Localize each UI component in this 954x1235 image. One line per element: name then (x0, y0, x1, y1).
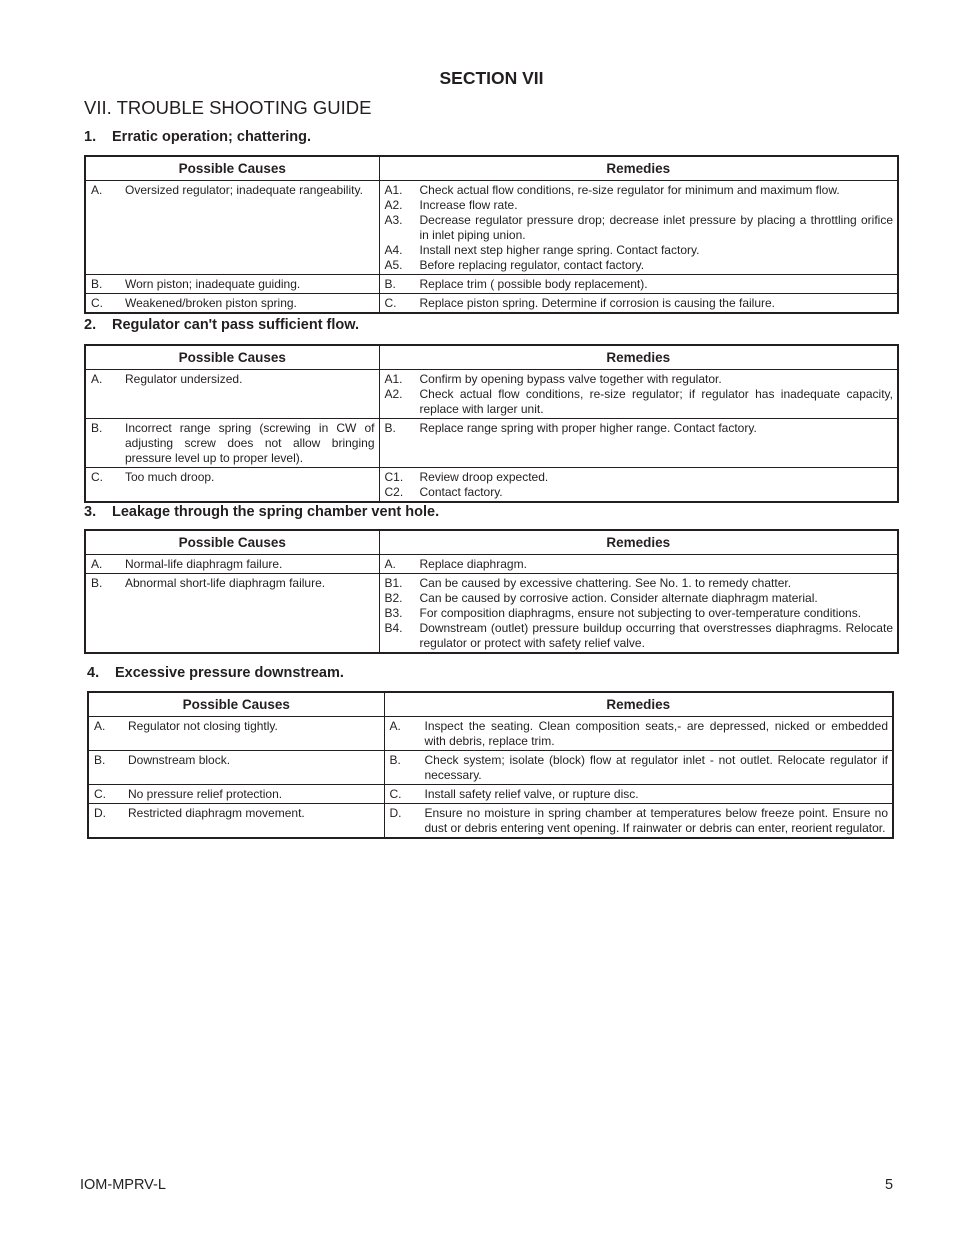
item-label: C. (94, 787, 106, 801)
remedies-header: Remedies (384, 692, 893, 717)
trouble-table (84, 155, 899, 314)
item-label: C. (91, 470, 103, 484)
list-item (385, 557, 894, 572)
item-text: Oversized regulator; inadequate rangeability. (125, 183, 363, 197)
item-text: Install safety relief valve, or rupture disc. (424, 787, 639, 801)
remedy-cell (379, 370, 898, 419)
item-text: For composition diaphragms, ensure not subjecting to over-temperature conditions. (419, 606, 862, 620)
table-row (88, 804, 893, 839)
item-text: Regulator undersized. (125, 372, 243, 386)
table-row (85, 555, 898, 574)
cause-cell (85, 370, 379, 419)
list-item (385, 485, 894, 500)
problem-number: 3. (84, 504, 97, 520)
list-item (91, 470, 375, 485)
list-item (390, 753, 889, 783)
list-item (385, 277, 894, 292)
item-label: D. (389, 806, 402, 820)
item-label: B. (91, 277, 103, 291)
item-label: B2. (384, 591, 403, 605)
item-label: B. (91, 576, 103, 590)
remedy-cell (379, 574, 898, 654)
item-label: A. (91, 557, 103, 571)
problem-number: 4. (87, 665, 100, 681)
item-label: B3. (384, 606, 403, 620)
item-label: C1. (384, 470, 404, 484)
problem-number: 1. (84, 129, 97, 145)
remedy-cell (379, 275, 898, 294)
item-label: B. (389, 753, 401, 767)
remedies-header: Remedies (379, 530, 898, 555)
item-label: A4. (384, 243, 403, 257)
item-label: C. (384, 296, 397, 310)
cause-cell (85, 574, 379, 654)
item-text: Before replacing regulator, contact factory. (419, 258, 645, 272)
item-label: B. (94, 753, 106, 767)
table-row (85, 294, 898, 314)
item-label: B. (384, 421, 396, 435)
item-text: Restricted diaphragm movement. (128, 806, 305, 820)
cause-cell (85, 275, 379, 294)
list-item (91, 557, 375, 572)
list-item (385, 372, 894, 387)
item-label: B4. (384, 621, 403, 635)
item-text: Abnormal short-life diaphragm failure. (125, 576, 326, 590)
possible-causes-header: Possible Causes (85, 530, 379, 555)
list-item (385, 606, 894, 621)
remedy-cell (384, 804, 893, 839)
remedy-cell (384, 751, 893, 785)
list-item (390, 806, 889, 836)
trouble-table (84, 529, 899, 654)
table-row (88, 785, 893, 804)
list-item (385, 387, 894, 417)
list-item (94, 753, 380, 768)
possible-causes-header: Possible Causes (85, 345, 379, 370)
item-label: A. (91, 183, 103, 197)
cause-cell (85, 181, 379, 275)
remedy-cell (379, 294, 898, 314)
possible-causes-header: Possible Causes (85, 156, 379, 181)
item-text: Can be caused by corrosive action. Consider alternate diaphragm material. (419, 591, 818, 605)
problem-number: 2. (84, 317, 97, 333)
document-id: IOM-MPRV-L (80, 1177, 166, 1193)
item-text: Check system; isolate (block) flow at regulator inlet - not outlet. Relocate regulator if necessary. (424, 753, 888, 782)
item-label: A1. (384, 183, 403, 197)
remedy-cell (379, 181, 898, 275)
problem-title: Leakage through the spring chamber vent hole. (112, 504, 440, 520)
trouble-table (84, 344, 899, 503)
item-text: Can be caused by excessive chattering. See No. 1. to remedy chatter. (419, 576, 792, 590)
list-item (385, 258, 894, 273)
item-label: A. (384, 557, 396, 571)
item-label: D. (94, 806, 106, 820)
item-text: Check actual flow conditions, re-size regulator for minimum and maximum flow. (419, 183, 840, 197)
item-label: B. (384, 277, 396, 291)
table-header-row (85, 530, 898, 555)
table-row (85, 419, 898, 468)
item-label: C2. (384, 485, 404, 499)
cause-cell (85, 294, 379, 314)
table-row (85, 370, 898, 419)
item-label: A3. (384, 213, 403, 227)
cause-cell (85, 555, 379, 574)
item-text: Check actual flow conditions, re-size regulator; if regulator has inadequate capacity, replace with larger unit. (419, 387, 893, 416)
trouble-table (87, 691, 894, 839)
list-item (94, 787, 380, 802)
table-row (85, 181, 898, 275)
item-text: Too much droop. (125, 470, 215, 484)
list-item (91, 576, 375, 591)
list-item (385, 296, 894, 311)
remedies-header: Remedies (379, 345, 898, 370)
cause-cell (88, 785, 384, 804)
cause-cell (88, 717, 384, 751)
item-text: Replace piston spring. Determine if corrosion is causing the failure. (419, 296, 776, 310)
item-text: Replace diaphragm. (419, 557, 527, 571)
list-item (91, 183, 375, 198)
remedy-cell (384, 717, 893, 751)
table-header-row (85, 156, 898, 181)
remedy-cell (379, 468, 898, 503)
item-text: Install next step higher range spring. Contact factory. (419, 243, 700, 257)
item-label: A5. (384, 258, 403, 272)
item-text: Ensure no moisture in spring chamber at temperatures below freeze point. Ensure no dust or debris entering vent opening. If rainwater or debris can enter, reorient regulator. (424, 806, 888, 835)
item-text: Confirm by opening bypass valve together with regulator. (419, 372, 722, 386)
item-label: A. (389, 719, 401, 733)
problem-title: Regulator can't pass sufficient flow. (112, 317, 360, 333)
list-item (94, 719, 380, 734)
item-label: C. (389, 787, 402, 801)
list-item (91, 372, 375, 387)
remedy-cell (379, 419, 898, 468)
problem-title: Erratic operation; chattering. (112, 129, 312, 145)
list-item (385, 591, 894, 606)
list-item (390, 787, 889, 802)
item-text: Replace range spring with proper higher range. Contact factory. (419, 421, 757, 435)
table-row (85, 468, 898, 503)
cause-cell (88, 751, 384, 785)
problem-heading (84, 129, 311, 145)
item-text: Downstream block. (128, 753, 231, 767)
item-text: Weakened/broken piston spring. (125, 296, 297, 310)
item-text: Incorrect range spring (screwing in CW of adjusting screw does not allow bringing pressure level up to proper level). (125, 421, 375, 465)
cause-cell (85, 468, 379, 503)
remedy-cell (379, 555, 898, 574)
list-item (385, 213, 894, 243)
cause-cell (88, 804, 384, 839)
item-text: Decrease regulator pressure drop; decrease inlet pressure by placing a throttling orifice in inlet piping union. (419, 213, 893, 242)
table-row (88, 717, 893, 751)
cause-cell (85, 419, 379, 468)
item-text: Contact factory. (419, 485, 503, 499)
item-text: Review droop expected. (419, 470, 549, 484)
list-item (91, 277, 375, 292)
list-item (385, 198, 894, 213)
item-text: Inspect the seating. Clean composition seats,- are depressed, nicked or embedded with debris, replace trim. (424, 719, 888, 748)
item-text: Worn piston; inadequate guiding. (125, 277, 301, 291)
item-label: A. (94, 719, 106, 733)
remedy-cell (384, 785, 893, 804)
item-text: Increase flow rate. (419, 198, 518, 212)
table-row (88, 751, 893, 785)
list-item (385, 183, 894, 198)
item-text: Downstream (outlet) pressure buildup occurring that overstresses diaphragms. Relocate regulator or protect with safety relief valve. (419, 621, 893, 650)
item-text: Regulator not closing tightly. (128, 719, 278, 733)
item-label: C. (91, 296, 103, 310)
problem-heading (87, 665, 344, 681)
problem-heading (84, 504, 439, 520)
item-text: No pressure relief protection. (128, 787, 283, 801)
page-number: 5 (885, 1177, 894, 1193)
list-item (385, 421, 894, 436)
item-text: Normal-life diaphragm failure. (125, 557, 283, 571)
list-item (385, 470, 894, 485)
list-item (390, 719, 889, 749)
problem-heading (84, 317, 359, 333)
item-label: A2. (384, 387, 403, 401)
item-label: A2. (384, 198, 403, 212)
table-header-row (88, 692, 893, 717)
list-item (91, 296, 375, 311)
item-label: B. (91, 421, 103, 435)
item-label: A. (91, 372, 103, 386)
item-label: B1. (384, 576, 403, 590)
table-row (85, 275, 898, 294)
list-item (94, 806, 380, 821)
list-item (385, 576, 894, 591)
item-label: A1. (384, 372, 403, 386)
section-title: SECTION VII (439, 68, 544, 88)
problem-title: Excessive pressure downstream. (115, 665, 344, 681)
list-item (385, 621, 894, 651)
item-text: Replace trim ( possible body replacement). (419, 277, 648, 291)
remedies-header: Remedies (379, 156, 898, 181)
table-header-row (85, 345, 898, 370)
chapter-title: VII. TROUBLE SHOOTING GUIDE (84, 97, 372, 118)
list-item (385, 243, 894, 258)
list-item (91, 421, 375, 466)
possible-causes-header: Possible Causes (88, 692, 384, 717)
table-row (85, 574, 898, 654)
